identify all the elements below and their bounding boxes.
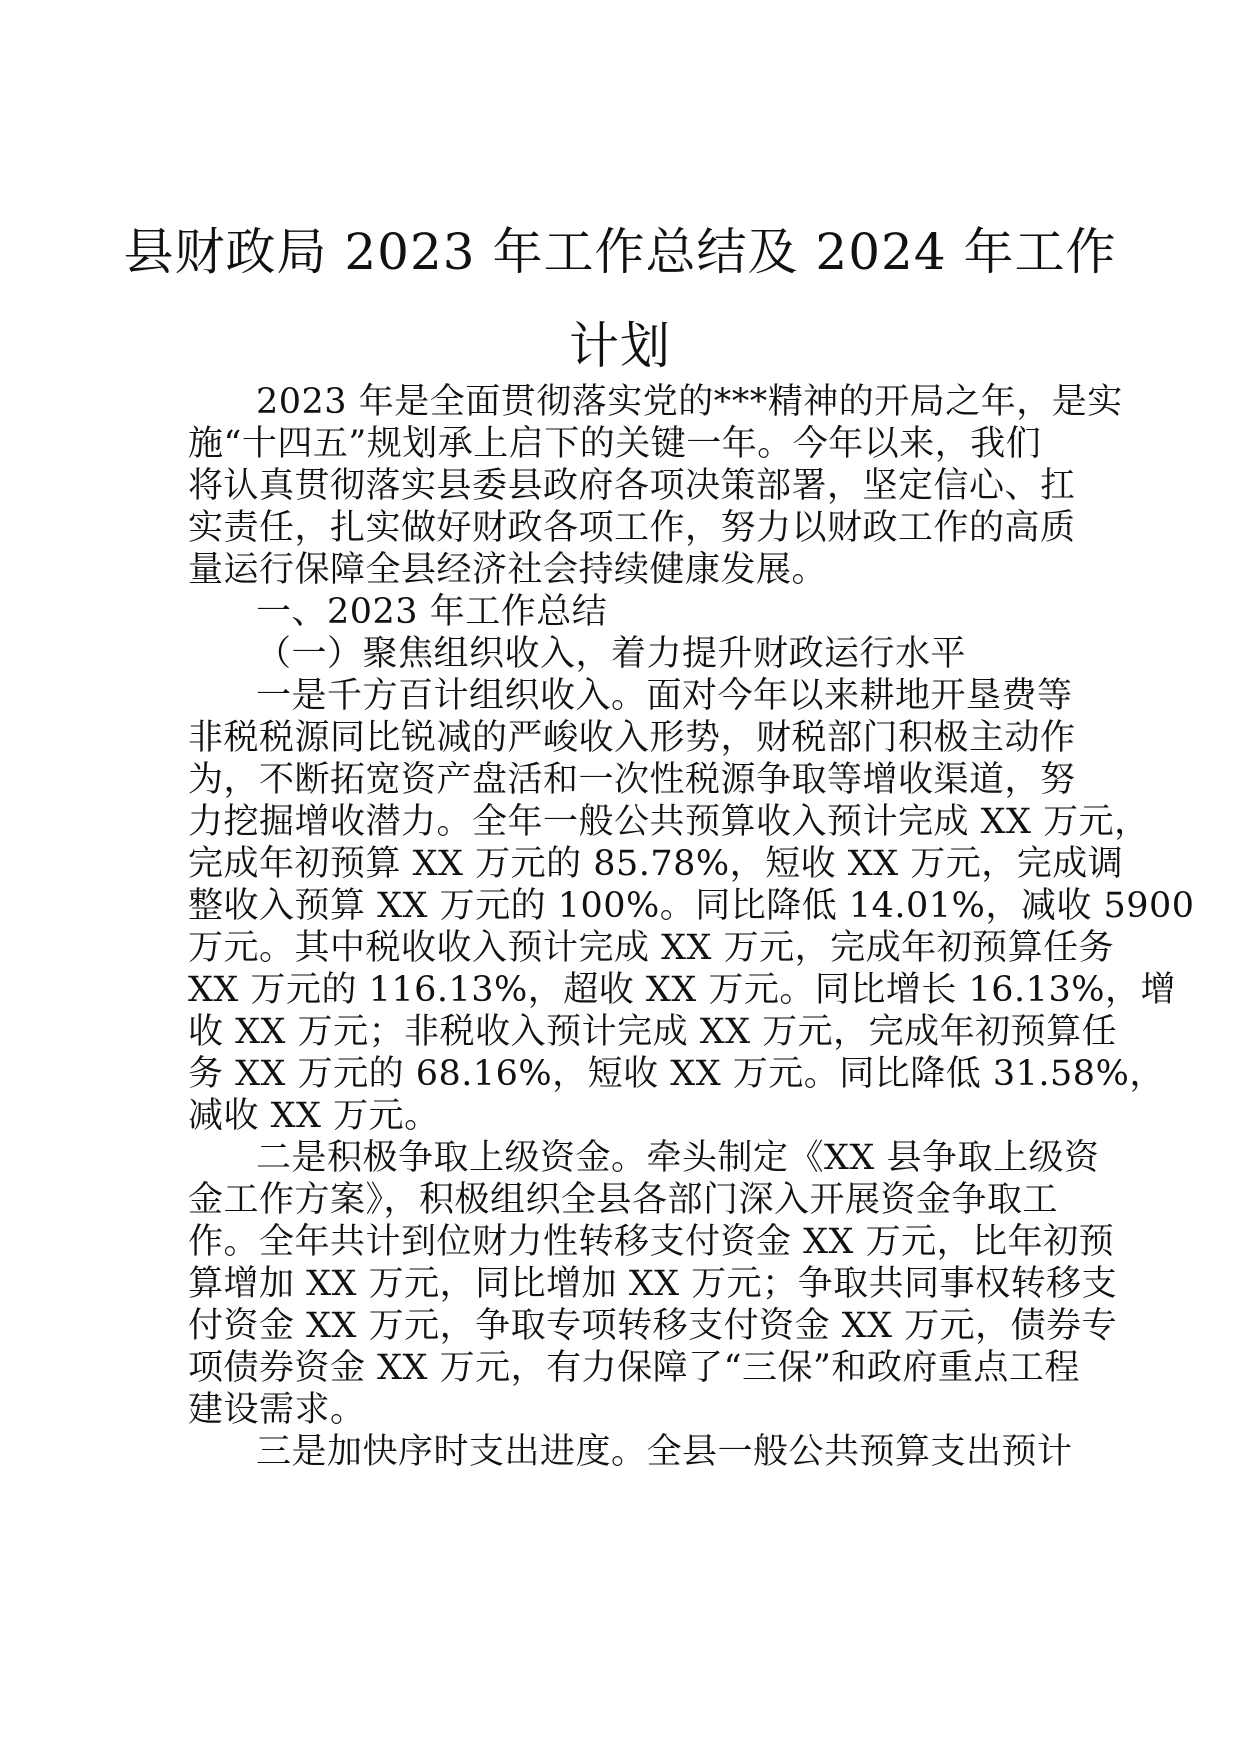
body-line: 作。全年共计到位财力性转移支付资金 XX 万元，比年初预	[188, 1222, 1115, 1262]
body-line: 付资金 XX 万元，争取专项转移支付资金 XX 万元，债券专	[188, 1306, 1118, 1346]
body-line: 完成年初预算 XX 万元的 85.78%，短收 XX 万元，完成调	[188, 844, 1124, 884]
body-line: 量运行保障全县经济社会持续健康发展。	[188, 550, 828, 590]
body-line: 力挖掘增收潜力。全年一般公共预算收入预计完成 XX 万元，	[188, 802, 1150, 842]
body-line: 二是积极争取上级资金。牵头制定《XX 县争取上级资	[256, 1138, 1100, 1178]
body-line: 2023 年是全面贯彻落实党的***精神的开局之年，是实	[256, 382, 1123, 422]
subsection-heading: （一）聚焦组织收入，着力提升财政运行水平	[256, 634, 967, 674]
body-line: 整收入预算 XX 万元的 100%。同比降低 14.01%，减收 5900	[188, 886, 1195, 926]
document-title-line-1: 县财政局 2023 年工作总结及 2024 年工作	[123, 223, 1117, 281]
body-line: 为，不断拓宽资产盘活和一次性税源争取等增收渠道，努	[188, 760, 1076, 800]
body-line: 算增加 XX 万元，同比增加 XX 万元；争取共同事权转移支	[188, 1264, 1118, 1304]
section-heading: 一、2023 年工作总结	[256, 592, 608, 632]
body-line: 将认真贯彻落实县委县政府各项决策部署，坚定信心、扛	[188, 466, 1076, 506]
body-line: 施“十四五”规划承上启下的关键一年。今年以来，我们	[188, 424, 1042, 464]
body-line: 建设需求。	[188, 1390, 366, 1430]
document-title-line-2: 计划	[569, 317, 671, 375]
body-line: 三是加快序时支出进度。全县一般公共预算支出预计	[256, 1432, 1073, 1472]
body-line: 非税税源同比锐减的严峻收入形势，财税部门积极主动作	[188, 718, 1076, 758]
body-line: 务 XX 万元的 68.16%，短收 XX 万元。同比降低 31.58%，	[188, 1054, 1165, 1094]
body-line: 一是千方百计组织收入。面对今年以来耕地开垦费等	[256, 676, 1073, 716]
body-line: 实责任，扎实做好财政各项工作，努力以财政工作的高质	[188, 508, 1076, 548]
body-line: 收 XX 万元；非税收入预计完成 XX 万元，完成年初预算任	[188, 1012, 1118, 1052]
body-line: 减收 XX 万元。	[188, 1096, 440, 1136]
body-line: XX 万元的 116.13%，超收 XX 万元。同比增长 16.13%，增	[188, 970, 1176, 1010]
body-line: 万元。其中税收收入预计完成 XX 万元，完成年初预算任务	[188, 928, 1115, 968]
body-line: 金工作方案》，积极组织全县各部门深入开展资金争取工	[188, 1180, 1059, 1220]
body-line: 项债券资金 XX 万元，有力保障了“三保”和政府重点工程	[188, 1348, 1080, 1388]
